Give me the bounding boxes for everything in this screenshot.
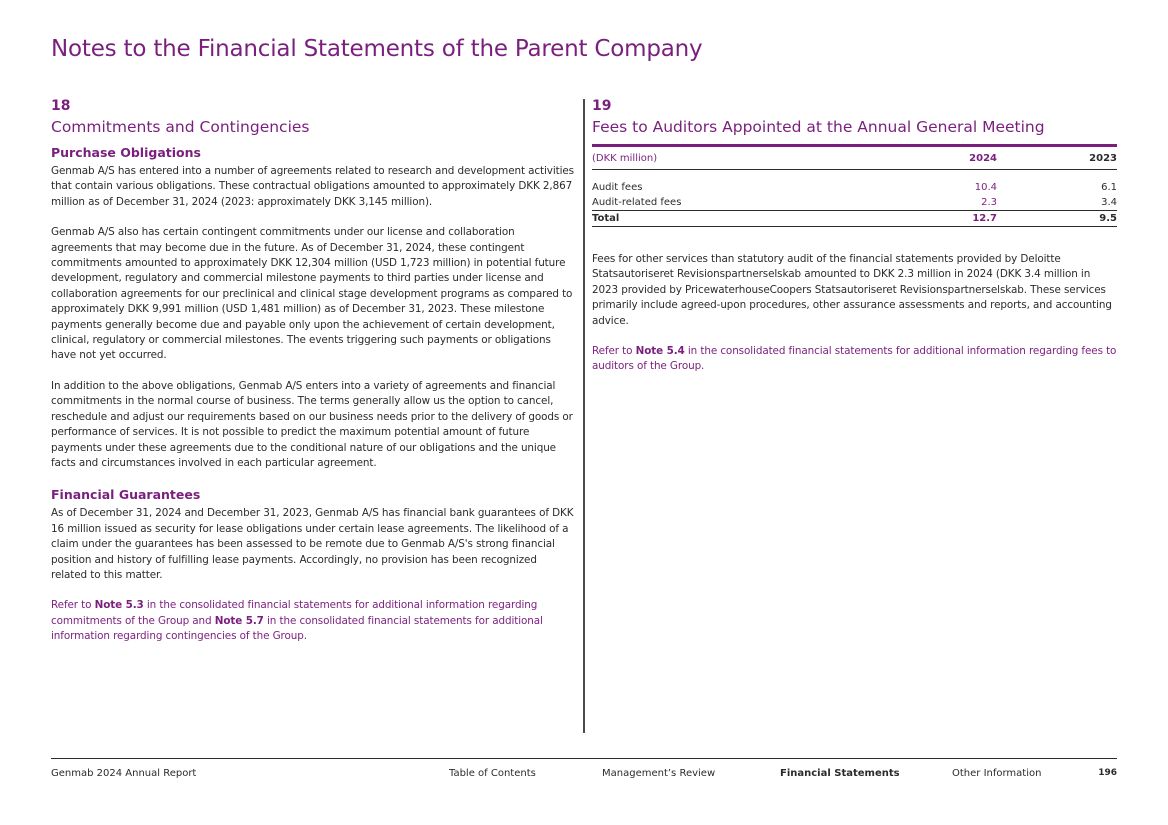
note-18-section	[51, 97, 576, 645]
note-19-section	[592, 97, 1117, 375]
paragraph: In addition to the above obligations, Genmab A/S enters into a variety of agreements and financial commitments in the normal course of business. The terms generally allow us the option to cancel, reschedule and adjust our requirements based on our business needs prior to the delivery of goods or performance of services. It is not possible to predict the maximum potential amount of future payments under these agreements due to the conditional nature of our obligations and the unique facts and circumstances involved in each particular agreement.	[51, 379, 573, 469]
paragraph: As of December 31, 2024 and December 31, 2023, Genmab A/S has financial bank guarantees of DKK 16 million issued as security for lease obligations under certain lease agreements. The likelihood of a claim under the guarantees has been assessed to be remote due to Genmab A/S's strong financial position and history of fulfilling lease payments. Accordingly, no provision has been recognized related to this matter.	[51, 507, 574, 581]
column-header-2023: 2023	[1089, 153, 1117, 164]
unit-label: (DKK million)	[592, 153, 658, 164]
paragraph: Fees for other services than statutory audit of the financial statements provided by Deloitte Statsautoriseret Revisionspartnerselskab amounted to DKK 2.3 million in 2024 (DKK 3.4 million in 2023 provided by PricewaterhouseCoopers Statsautoriseret Revisionspartnerselskab. These services primarily include agreed-upon procedures, other assurance assessments and reports, and accounting advice.	[592, 253, 1112, 327]
total-label: Total	[592, 211, 937, 227]
financial-guarantees-heading: Financial Guarantees	[51, 487, 201, 503]
report-name: Genmab 2024 Annual Report	[51, 768, 197, 779]
paragraph: Genmab A/S also has certain contingent commitments under our license and collaboration agreements that may become due in the future. As of December 31, 2024, these contingent commitments amounted to approximately DKK 12,304 million (USD 1,723 million) in potential future development, regulatory and commercial milestone payments to third parties under license and collaboration agreements for our preclinical and clinical stage development programs as compared to approximately DKK 9,991 million (USD 1,481 million) as of December 31, 2023. These milestone payments generally become due and payable only upon the achievement of certain development, clinical, regulatory or commercial milestones. The events triggering such payments or obligations have not yet occurred.	[51, 226, 573, 362]
note-number: 19	[592, 98, 612, 114]
refer-paragraph: Refer to Note 5.3 in the consolidated financial statements for additional information regarding commitments of the Group and Note 5.7 in the consolidated financial statements for additional information regarding contingencies of the Group.	[51, 599, 543, 643]
auditor-fees-table	[592, 144, 1117, 227]
note-title: Fees to Auditors Appointed at the Annual General Meeting	[592, 118, 1045, 136]
page-title: Notes to the Financial Statements of the Parent Company	[51, 36, 703, 62]
paragraph: Genmab A/S has entered into a number of agreements related to research and development activities that contain various obligations. These contractual obligations amounted to approximately DKK 2,867 million as of December 31, 2024 (2023: approximately DKK 3,145 million).	[51, 165, 574, 208]
total-2024: 12.7	[937, 211, 997, 227]
note-5-4-link[interactable]: Note 5.4	[635, 345, 685, 358]
column-divider	[583, 99, 585, 733]
column-header-2024: 2024	[969, 153, 997, 164]
note-number: 18	[51, 98, 71, 114]
table-row	[592, 170, 1117, 196]
note-5-7-link[interactable]: Note 5.7	[214, 614, 264, 627]
value-2024: 2.3	[937, 195, 997, 211]
table-row	[592, 195, 1117, 211]
note-title: Commitments and Contingencies	[51, 118, 310, 136]
total-2023: 9.5	[997, 211, 1117, 227]
footer-rule	[51, 758, 1117, 759]
nav-table-of-contents[interactable]: Table of Contents	[449, 768, 536, 779]
nav-management-review[interactable]: Management’s Review	[602, 768, 716, 779]
value-2024: 10.4	[974, 182, 997, 193]
value-2023: 3.4	[997, 195, 1117, 211]
purchase-obligations-heading: Purchase Obligations	[51, 145, 201, 160]
value-2023: 6.1	[1101, 182, 1117, 193]
footer-nav	[51, 768, 1117, 782]
table-header-row	[592, 146, 1117, 170]
nav-financial-statements[interactable]: Financial Statements	[780, 768, 900, 779]
total-row	[592, 211, 1117, 227]
refer-paragraph: Refer to Note 5.4 in the consolidated financial statements for additional information regarding fees to auditors of the Group.	[592, 345, 1117, 373]
page-number: 196	[1098, 768, 1117, 778]
row-label: Audit fees	[592, 182, 643, 193]
row-label: Audit-related fees	[592, 195, 937, 211]
note-5-3-link[interactable]: Note 5.3	[94, 599, 144, 612]
nav-other-information[interactable]: Other Information	[952, 768, 1042, 779]
